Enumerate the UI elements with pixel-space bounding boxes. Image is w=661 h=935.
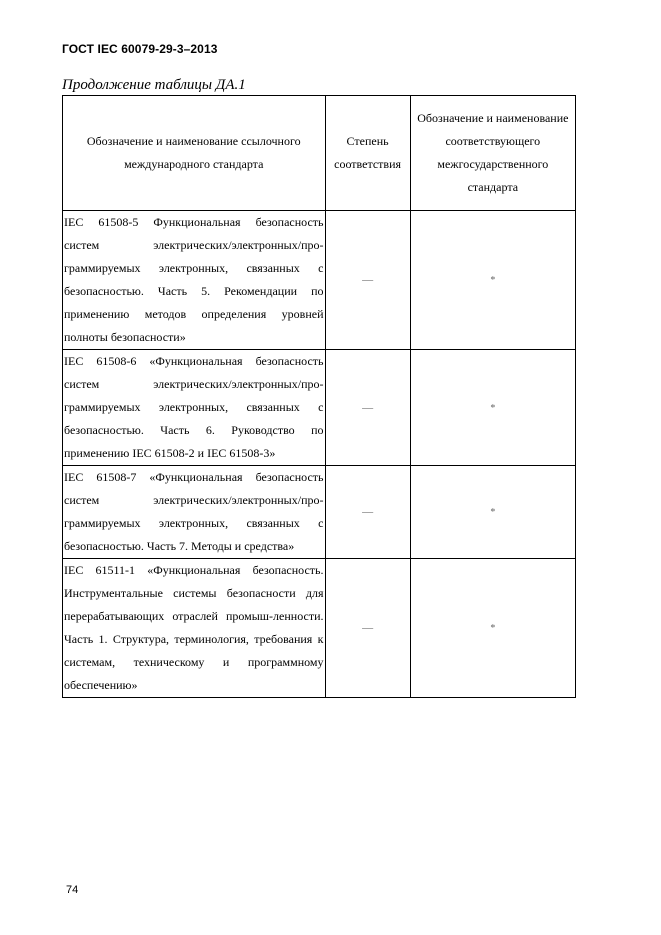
- interstate-standard-cell: [410, 559, 575, 698]
- column-header-reference-standard: Обозначение и наименование ссылочного международного стандарта: [63, 96, 326, 211]
- column-header-interstate-standard: Обозначение и наименование соответствующего межгосударственного стандарта: [410, 96, 575, 211]
- table-row: [63, 559, 576, 698]
- degree-cell: —: [325, 466, 410, 559]
- page-number: 74: [66, 884, 79, 896]
- table-header-row: [63, 96, 576, 211]
- asterisk-mark: *: [490, 623, 496, 634]
- interstate-standard-cell: [410, 466, 575, 559]
- reference-standard-cell: IEC 61508-5 Функциональная безопасность систем электрических/электронных/про-граммируемых электронных, связанных с безопасностью. Часть 5. Рекомендации по применению методов определения уровней полноты безопасности»: [63, 211, 326, 350]
- asterisk-mark: *: [490, 275, 496, 286]
- document-code: ГОСТ IEC 60079-29-3–2013: [62, 42, 218, 56]
- asterisk-mark: *: [490, 507, 496, 518]
- asterisk-mark: *: [490, 402, 496, 414]
- degree-cell: —: [325, 350, 410, 466]
- table-caption: Продолжение таблицы ДА.1: [62, 77, 246, 93]
- table-row: [63, 466, 576, 559]
- reference-standard-cell: IEC 61511-1 «Функциональная безопасность. Инструментальные системы безопасности для перерабатывающих отраслей промыш-ленности. Часть 1. Структура, терминология, требования к системам, техническому и программному обеспечению»: [63, 559, 326, 698]
- standards-table: [62, 95, 576, 698]
- interstate-standard-cell: [410, 350, 575, 466]
- interstate-standard-cell: [410, 211, 575, 350]
- table-row: [63, 350, 576, 466]
- column-header-degree: Степень соответствия: [325, 96, 410, 211]
- reference-standard-cell: IEC 61508-6 «Функциональная безопасность систем электрических/электронных/про-граммируемых электронных, связанных с безопасностью. Часть 6. Руководство по применению IEC 61508-2 и IEC 61508-3»: [63, 350, 326, 466]
- reference-standard-cell: IEC 61508-7 «Функциональная безопасность систем электрических/электронных/про-граммируемых электронных, связанных с безопасностью. Часть 7. Методы и средства»: [63, 466, 326, 559]
- degree-cell: —: [325, 559, 410, 698]
- degree-cell: —: [325, 211, 410, 350]
- table-row: [63, 211, 576, 350]
